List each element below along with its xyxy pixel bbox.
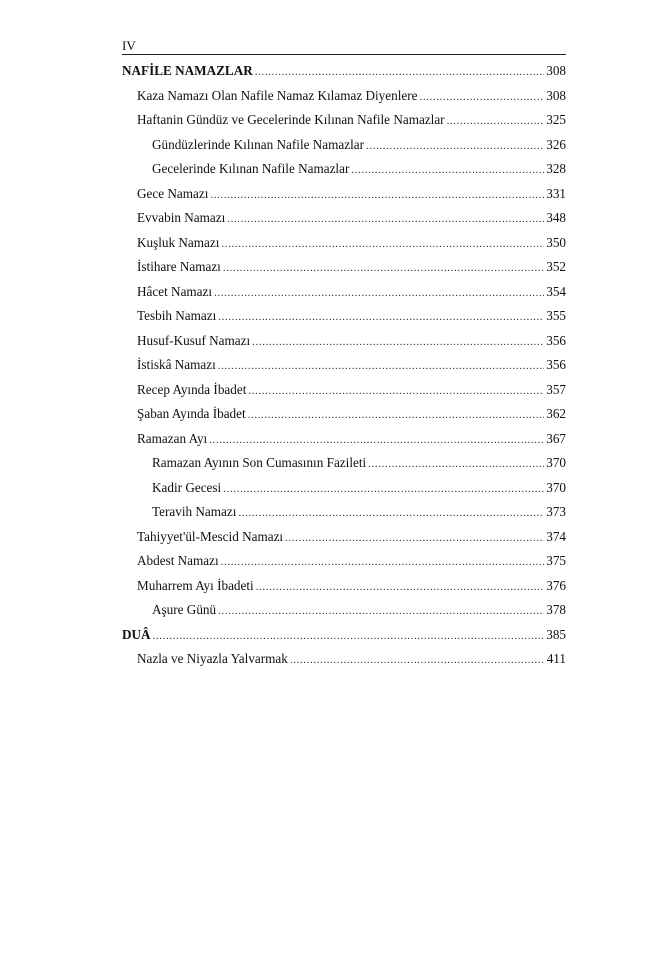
page-number: IV	[122, 38, 136, 53]
toc-entry-page-number: 354	[546, 283, 566, 299]
dot-leader	[368, 452, 544, 476]
toc-entry-title: Abdest Namazı	[137, 553, 219, 568]
dot-leader	[285, 526, 544, 550]
toc-entry-page-number: 411	[546, 651, 566, 666]
toc-entry	[122, 623, 566, 648]
toc-entry	[122, 500, 566, 525]
dot-leader	[210, 183, 544, 207]
dot-leader	[238, 501, 544, 525]
toc-entry-title: İstihare Namazı	[137, 259, 221, 274]
toc-entry	[122, 255, 566, 280]
toc-entry-title: Ramazan Ayının Son Cumasının Fazileti	[152, 455, 367, 470]
toc-entry-title: Teravih Namazı	[152, 504, 237, 519]
toc-entry-title: İstiskâ Namazı	[137, 357, 216, 372]
toc-entry	[122, 59, 566, 84]
toc-entry-page-number: 331	[546, 185, 566, 201]
dot-leader	[223, 256, 544, 280]
toc-entry-page-number: 370	[546, 455, 566, 470]
toc-entry-title: Kuşluk Namazı	[137, 234, 220, 250]
toc-entry	[122, 231, 566, 256]
dot-leader	[209, 428, 544, 452]
toc-entry	[122, 84, 566, 109]
dot-leader	[153, 624, 545, 648]
toc-entry	[122, 329, 566, 354]
toc-entry-page-number: 325	[546, 112, 566, 127]
dot-leader	[248, 379, 544, 403]
toc-entry-page-number: 378	[546, 602, 566, 617]
page-header	[122, 38, 566, 55]
toc-entry	[122, 549, 566, 574]
toc-entry-page-number: 355	[546, 308, 566, 323]
toc-entry-page-number: 374	[546, 528, 566, 544]
toc-entry	[122, 157, 566, 182]
dot-leader	[221, 550, 545, 574]
dot-leader	[419, 85, 544, 109]
toc-entry-page-number: 356	[546, 357, 566, 372]
dot-leader	[218, 305, 544, 329]
toc-entry-title: Ramazan Ayı	[137, 430, 208, 446]
toc-entry-title: Kadir Gecesi	[152, 479, 222, 495]
toc-entry-page-number: 362	[546, 406, 566, 421]
dot-leader	[351, 158, 544, 182]
toc-entry	[122, 574, 566, 599]
dot-leader	[221, 232, 544, 256]
toc-entry	[122, 598, 566, 623]
toc-entry	[122, 476, 566, 501]
toc-entry-title: Kaza Namazı Olan Nafile Namaz Kılamaz Diyenlere	[137, 87, 418, 103]
dot-leader	[256, 575, 545, 599]
toc-entry-title: Muharrem Ayı İbadeti	[137, 577, 254, 593]
toc-entry-page-number: 308	[546, 87, 566, 103]
dot-leader	[290, 648, 545, 672]
dot-leader	[223, 477, 544, 501]
toc-entry-page-number: 376	[546, 577, 566, 593]
toc-entry-page-number: 357	[546, 381, 566, 397]
toc-entry-page-number: 373	[546, 504, 566, 519]
toc-entry-page-number: 348	[546, 210, 566, 225]
toc-entry	[122, 427, 566, 452]
toc-entry-title: Aşure Günü	[152, 602, 217, 617]
toc-entry-title: Gece Namazı	[137, 185, 209, 201]
dot-leader	[255, 60, 544, 84]
toc-entry-title: Hâcet Namazı	[137, 283, 213, 299]
toc-entry	[122, 206, 566, 231]
toc-entry-title: Şaban Ayında İbadet	[137, 406, 246, 421]
toc-entry-page-number: 370	[546, 479, 566, 495]
toc-entry-page-number: 375	[546, 553, 566, 568]
dot-leader	[227, 207, 544, 231]
toc-entry-title: Gündüzlerinde Kılınan Nafile Namazlar	[152, 136, 365, 152]
toc-entry-page-number: 356	[546, 332, 566, 348]
dot-leader	[214, 281, 544, 305]
toc-entry	[122, 647, 566, 672]
dot-leader	[447, 109, 545, 133]
toc-entry-page-number: 350	[546, 234, 566, 250]
toc-entry	[122, 378, 566, 403]
toc-entry	[122, 451, 566, 476]
toc-entry-page-number: 367	[546, 430, 566, 446]
toc-entry-title: Recep Ayında İbadet	[137, 381, 247, 397]
toc-entry	[122, 133, 566, 158]
toc-entry-title: Tesbih Namazı	[137, 308, 217, 323]
toc-entry-title: Husuf-Kusuf Namazı	[137, 332, 251, 348]
dot-leader	[218, 599, 544, 623]
toc-entry-title: DUÂ	[122, 626, 151, 642]
toc-entry-page-number: 308	[546, 63, 566, 78]
toc-entry	[122, 304, 566, 329]
toc-entry-title: Tahiyyet'ül-Mescid Namazı	[137, 528, 284, 544]
toc-entry-title: NAFİLE NAMAZLAR	[122, 63, 253, 78]
dot-leader	[248, 403, 545, 427]
toc-entry-page-number: 326	[546, 136, 566, 152]
toc-entry-title: Gecelerinde Kılınan Nafile Namazlar	[152, 161, 350, 176]
dot-leader	[218, 354, 544, 378]
toc-entry-title: Nazla ve Niyazla Yalvarmak	[137, 651, 288, 666]
toc-entry	[122, 353, 566, 378]
table-of-contents	[122, 59, 566, 672]
toc-entry	[122, 525, 566, 550]
toc-entry-title: Haftanin Gündüz ve Gecelerinde Kılınan Nafile Namazlar	[137, 112, 445, 127]
toc-entry-title: Evvabin Namazı	[137, 210, 226, 225]
toc-entry	[122, 280, 566, 305]
toc-entry	[122, 182, 566, 207]
toc-entry-page-number: 328	[546, 161, 566, 176]
toc-entry	[122, 108, 566, 133]
toc-entry-page-number: 385	[546, 626, 566, 642]
dot-leader	[366, 134, 544, 158]
toc-entry-page-number: 352	[546, 259, 566, 274]
dot-leader	[252, 330, 544, 354]
toc-entry	[122, 402, 566, 427]
